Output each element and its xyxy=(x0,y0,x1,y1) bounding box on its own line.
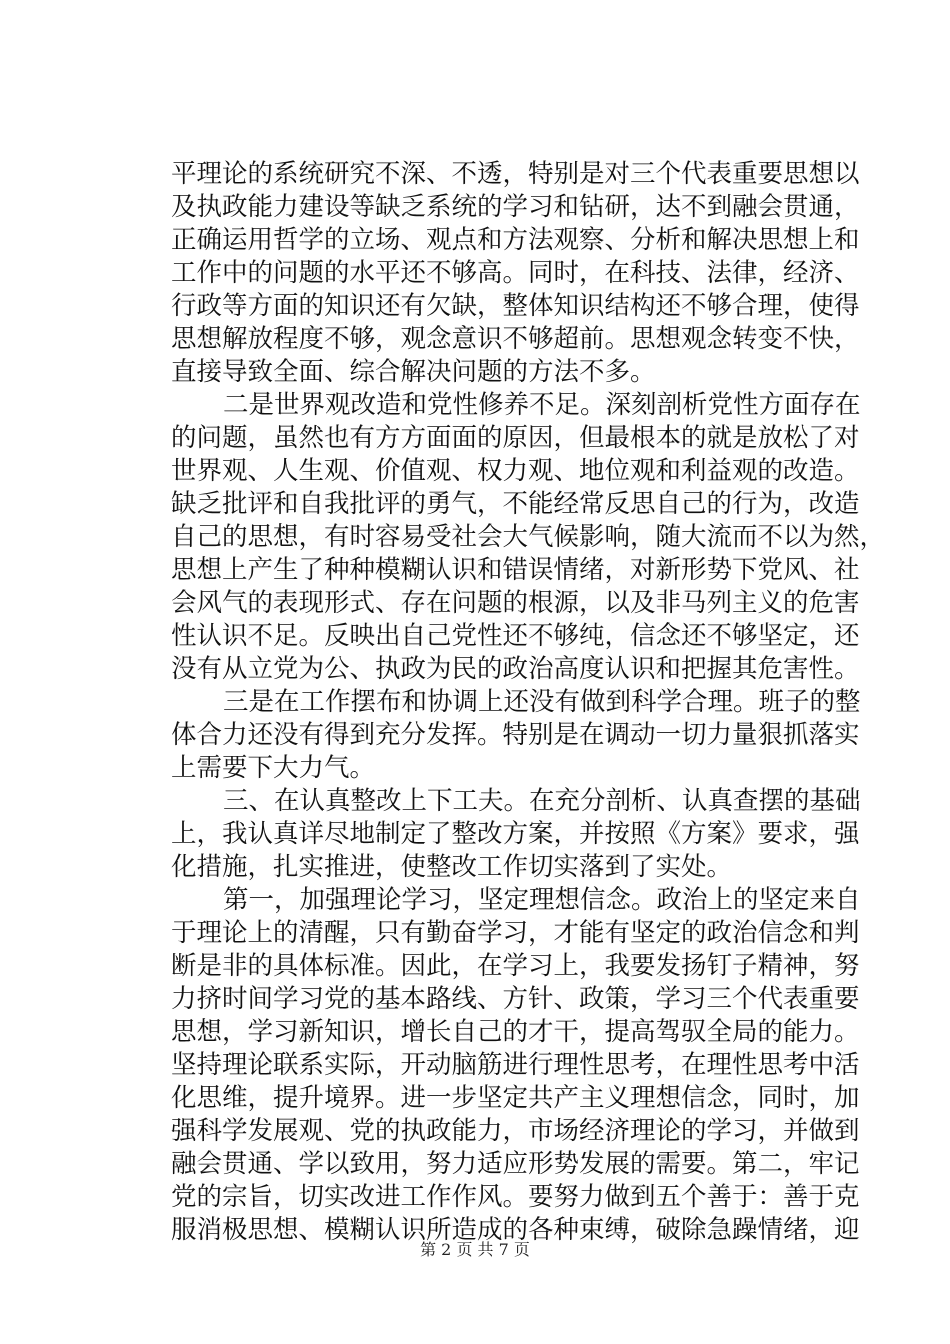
text-line: 思想，学习新知识，增长自己的才干，提高驾驭全局的能力。 xyxy=(171,1017,860,1047)
text-line: 于理论上的清醒，只有勤奋学习，才能有坚定的政治信念和判 xyxy=(171,918,860,948)
text-line: 融会贯通、学以致用，努力适应形势发展的需要。第二，牢记 xyxy=(171,1149,860,1179)
text-line: 服消极思想、模糊认识所造成的各种束缚，破除急躁情绪，迎 xyxy=(171,1215,860,1245)
page-footer: 第 2 页 共 7 页 xyxy=(420,1240,530,1259)
text-line: 化措施，扎实推进，使整改工作切实落到了实处。 xyxy=(171,852,733,882)
text-line: 会风气的表现形式、存在问题的根源，以及非马列主义的危害 xyxy=(171,588,860,618)
body-text xyxy=(171,158,886,1247)
text-line: 三是在工作摆布和协调上还没有做到科学合理。班子的整 xyxy=(223,687,861,717)
text-line: 体合力还没有得到充分发挥。特别是在调动一切力量狠抓落实 xyxy=(171,720,860,750)
text-line: 性认识不足。反映出自己党性还不够纯，信念还不够坚定，还 xyxy=(171,621,860,651)
text-line: 平理论的系统研究不深、不透，特别是对三个代表重要思想以 xyxy=(171,159,860,189)
text-line: 第一，加强理论学习，坚定理想信念。政治上的坚定来自 xyxy=(223,885,861,915)
text-line: 化思维，提升境界。进一步坚定共产主义理想信念，同时，加 xyxy=(171,1083,860,1113)
text-line: 强科学发展观、党的执政能力，市场经济理论的学习，并做到 xyxy=(171,1116,860,1146)
text-line: 正确运用哲学的立场、观点和方法观察、分析和解决思想上和 xyxy=(171,225,860,255)
text-line: 及执政能力建设等缺乏系统的学习和钻研，达不到融会贯通， xyxy=(171,192,860,222)
text-line: 世界观、人生观、价值观、权力观、地位观和利益观的改造。 xyxy=(171,456,860,486)
text-line: 党的宗旨，切实改进工作作风。要努力做到五个善于：善于克 xyxy=(171,1182,860,1212)
text-line: 三、在认真整改上下工夫。在充分剖析、认真查摆的基础 xyxy=(223,786,861,816)
text-line: 没有从立党为公、执政为民的政治高度认识和把握其危害性。 xyxy=(171,654,860,684)
text-line: 断是非的具体标准。因此，在学习上，我要发扬钉子精神，努 xyxy=(171,951,860,981)
text-line: 力挤时间学习党的基本路线、方针、政策，学习三个代表重要 xyxy=(171,984,860,1014)
text-line: 自己的思想，有时容易受社会大气候影响，随大流而不以为然， xyxy=(171,522,886,552)
text-line: 缺乏批评和自我批评的勇气，不能经常反思自己的行为，改造 xyxy=(171,489,860,519)
text-line: 思想上产生了种种模糊认识和错误情绪，对新形势下党风、社 xyxy=(171,555,860,585)
text-line: 行政等方面的知识还有欠缺，整体知识结构还不够合理，使得 xyxy=(171,291,860,321)
text-line: 的问题，虽然也有方方面面的原因，但最根本的就是放松了对 xyxy=(171,423,860,453)
text-line: 坚持理论联系实际，开动脑筋进行理性思考，在理性思考中活 xyxy=(171,1050,860,1080)
text-line: 思想解放程度不够，观念意识不够超前。思想观念转变不快， xyxy=(171,324,860,354)
text-line: 工作中的问题的水平还不够高。同时，在科技、法律，经济、 xyxy=(171,258,860,288)
text-line: 二是世界观改造和党性修养不足。深刻剖析党性方面存在 xyxy=(223,390,861,420)
text-line: 直接导致全面、综合解决问题的方法不多。 xyxy=(171,357,656,387)
text-line: 上，我认真详尽地制定了整改方案，并按照《方案》要求，强 xyxy=(171,819,860,849)
text-line: 上需要下大力气。 xyxy=(171,753,376,783)
